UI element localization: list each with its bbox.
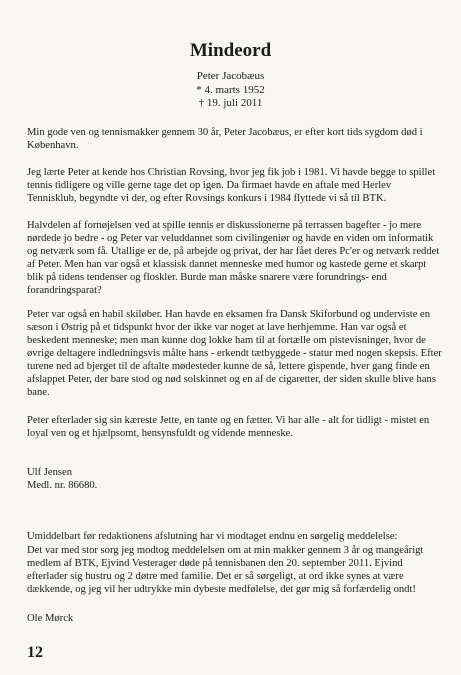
signature-member-number: Medl. nr. 86680. xyxy=(27,480,98,491)
paragraph-text: Peter efterlader sig sin kæreste Jette, en tante og en fætter. Vi har alle - alt for tidligt - mistet en loyal ven og et hjælpsomt, hensynsfuldt og vidende menneske. xyxy=(27,415,430,439)
paragraph-text: Umiddelbart før redaktionens afslutning har vi modtaget endnu en sørgelig meddelelse: xyxy=(27,531,398,542)
page-title: Mindeord xyxy=(189,40,272,61)
subject-born-date: * 4. marts 1952 xyxy=(196,83,265,96)
body-paragraph xyxy=(27,126,443,152)
paragraph-text: Jeg lærte Peter at kende hos Christian Rovsing, hvor jeg fik job i 1981. Vi havde begge to spillet tennis tidligere og ville gerne tage det op igen. Da firmaet havde en aftale med Herlev Tennisklub, begyndte vi der, og efter Rovsings konkurs i 1984 flyttede vi så til BTK. xyxy=(27,167,436,204)
subject-name: Peter Jacobæus xyxy=(196,70,265,82)
signature-block-2 xyxy=(27,612,443,625)
signature-block xyxy=(27,466,443,492)
paragraph-text: Halvdelen af fornøjelsen ved at spille tennis er diskussionerne på terrassen bagefter - jo mere nørdede jo bedre - og Peter var veluddannet som civilingeniør og havde en viden om informatik og netværk som få. Utallige er de, på arbejde og privat, der har fået deres Pc'er og netværk reddet af Peter. Men han var også et klassisk dannet menneske med humor og kastede gerne et skarpt blik på tidens tendenser og floskler. Burde man måske snarere være forundrings- end forandringsparat? xyxy=(27,220,440,296)
paragraph-text: Det var med stor sorg jeg modtog meddelelsen om at min makker gennem 3 år og mangeårigt medlem af BTK, Ejvind Vesterager døde på tennisbanen den 20. september 2011. Ejvind efterlader sig hustru og 2 døtre med familie. Det er så sørgeligt, at ord ikke synes at være dækkende, og jeg vil her udtrykke min dybeste medfølelse, det gør mig så forfærdelig ondt! xyxy=(27,545,424,595)
paragraph-text: Min gode ven og tennismakker gennem 30 år, Peter Jacobæus, er efter kort tids sygdom død i København. xyxy=(27,127,423,151)
body-paragraph xyxy=(27,414,443,440)
notice-paragraph xyxy=(27,544,443,596)
signature-name: Ole Mørck xyxy=(27,613,74,624)
subject-header xyxy=(0,70,461,111)
body-paragraph xyxy=(27,166,443,205)
notice-intro xyxy=(27,530,443,543)
page-number: 12 xyxy=(27,644,43,661)
subject-death-date: † 19. juli 2011 xyxy=(198,97,263,109)
body-paragraph xyxy=(27,219,443,297)
signature-name: Ulf Jensen xyxy=(27,467,73,478)
paragraph-text: Peter var også en habil skiløber. Han havde en eksamen fra Dansk Skiforbund og underviste en sæson i Østrig på et tidspunkt hvor der ikke var noget at lave herhjemme. Han var også et beskedent menneske; men man kunne dog lokke ham til at fortælle om pistevisninger, hvor de øvrige deltagere indledningsvis målte hans - erkendt tætbyggede - statur med nogen skepsis. Efter turene ned ad bjerget til de aftalte mødesteder kunne de så, lettere gispende, hver gang finde en afslappet Peter, der bare stod og nød solskinnet og en af de cigaretter, der siden skulle blive hans bane. xyxy=(27,309,442,398)
body-paragraph xyxy=(27,308,443,399)
